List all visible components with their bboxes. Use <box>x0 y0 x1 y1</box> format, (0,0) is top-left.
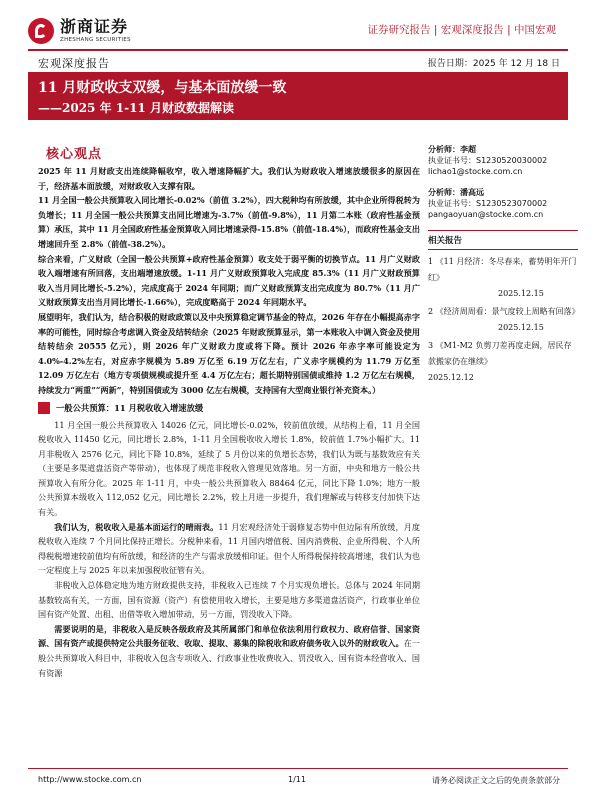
footer-website-link[interactable]: http://www.stocke.com.cn <box>38 775 142 784</box>
main-body <box>38 164 420 680</box>
body-text: 在一般公共预算收入科目中，非税收入包含专项收入、行政事业性收费收入、罚没收入、国有资本经营收入、国有资源 <box>38 638 420 678</box>
paragraph-outlook: 展望明年，我们认为，结合积极的财政政策以及中央预算稳定调节基金的特点，2026 年存在小幅提高赤字率的可能性，同时综合考虑调入资金及结转结余（2025 年财政预算显示，第一本账收入中调入资金及使用结转结余 20555 亿元），则 2026 年广义财政力度或将下降。预计 2026 年赤字率可能设定为 4.0%-4.2%左右，对应赤字规模为 5.89 万亿至 6.19 万亿左右，广义赤字规模约为 11.79 万亿至 12.09 万亿左右（地方专项债规模或提升至 4.4 万亿左右；超长期特别国债或维持 1.2 万亿左右规模，持续发力“两重”“两新”，特别国债或为 3000 亿左右规模，支持国有大型商业银行补充资本。） <box>38 311 420 395</box>
analyst-name: 分析师：李超 <box>428 145 476 154</box>
header-category: 证券研究报告 | 宏观深度报告 | 中国宏观 <box>367 24 556 36</box>
disclaimer-note: 请务必阅读正文之后的免责条款部分 <box>432 776 560 785</box>
section-heading <box>38 400 420 416</box>
paragraph-tax-revenue: 11 月全国一般公共预算收入 14026 亿元，同比增长-0.02%，较前值放缓，从结构上看，11 月全国税收收入 11450 亿元，同比增长 2.8%，1-11 月全国税收收入增长 1.8%，较前值 1.7%小幅扩大。11 月非税收入 2576 亿元，同比下降 10.8%，延续了 5 月份以来的负增长态势，我们认为既与基数效应有关（主要是多渠道盘活资产等带动），也体现了规范非税收入管理见效落地。另一方面，中央和地方一般公共预算收入有所分化。2025 年 1-11 月，中央一般公共预算收入 88464 亿元，同比下降 1.0%；地方一般公共预算本级收入 112,052 亿元，同比增长 2.2%，较上月进一步提升，我们理解或与转移支付加快下达有关。 <box>38 419 420 518</box>
report-type: 宏观深度报告 <box>38 57 110 70</box>
report-date: 报告日期：2025 年 12 月 18 日 <box>427 59 560 69</box>
sidebar <box>428 144 578 388</box>
related-report-title[interactable]: 2 《经济周周看：景气度较上周略有回落》 <box>428 307 580 316</box>
paragraph-general-budget: 11 月全国一般公共预算收入同比增长-0.02%（前值 3.2%），四大税种均有所放缓，其中企业所得税转为负增长；11 月全国一般公共预算支出同比增速为-3.7%（前值-9.8%），11 月第二本账（政府性基金预算）承压，其中 11 月全国政府性基金预算收入同比增速录得-15.8%（前值-18.4%），而政府性基金支出增速回升至 2.8%（前值-38.2%）。 <box>38 195 420 249</box>
analyst-license: 执业证书号：S1230520030002 <box>428 156 548 165</box>
company-logo <box>28 14 188 48</box>
paragraph-non-tax: 非税收入总体稳定地为地方财政提供支持，非税收入已连续 7 个月实现负增长。总体与 2024 年同期基数较高有关，一方面，国有资源（资产）有偿使用收入增长，主要是地方多渠道盘活资产，行政事业单位国有资产处置、出租、出借等收入增加带动，另一方面，罚没收入下降。 <box>38 580 420 620</box>
report-title: 11 月财政收支双缓，与基本面放缓一致 <box>38 80 287 96</box>
list-item[interactable] <box>428 338 578 386</box>
related-reports-heading: 相关报告 <box>428 230 578 250</box>
analyst-email[interactable]: lichao1@stocke.com.cn <box>428 167 523 176</box>
logo-text-en: ZHESHANG SECURITIES <box>60 36 131 43</box>
paragraph-broad-fiscal: 综合来看，广义财政（全国一般公共预算+政府性基金预算）收支处于弱平衡的切换节点。11 月广义财政收入端增速有所回落，支出端增速放缓。1-11 月广义财政预算收入完成度 85.3%（11 月广义财政预算收入当月同比增长-5.2%），完成度高于 2024 年同期；而广义财政预算支出完成度为 80.7%（11 月广义财政预算支出当月同比增长-1.66%），完成度略高于 2024 年同期水平。 <box>38 253 420 308</box>
logo-text-cn: 浙商证券 <box>60 16 129 36</box>
core-view-heading: 核心观点 <box>46 147 103 162</box>
analyst-card <box>428 187 578 220</box>
paragraph-non-tax-definition <box>38 622 420 680</box>
paragraph-summary: 2025 年 11 月财政支出连续降幅收窄，收入增速降幅扩大。我们认为财政收入增速放缓很多的原因在于，经济基本面放缓，对财政收入支撑有限。 <box>38 166 420 191</box>
analyst-license: 执业证书号：S1230523070002 <box>428 199 548 208</box>
related-report-title[interactable]: 3 《M1-M2 负剪刀差再度走阔，居民存款搬家仍在继续》 <box>428 341 572 366</box>
body-text: 11 月宏观经济处于弱修复态势中但边际有所放缓，月度税收收入连续 7 个月同比保持正增长。分税种来看，11 月国内增值税、国内消费税、企业所得税、个人所得税税增速较前值均有所放缓，和经济的生产与需求放缓相印证。但个人所得税保持较高增速，我们认为也一定程度上与 2025 年以来加强税收征管有关。 <box>38 521 420 576</box>
page-number: 1/11 <box>288 775 306 784</box>
paragraph-tax-barometer <box>38 520 420 578</box>
analyst-card <box>428 144 578 177</box>
section-marker-icon <box>38 402 50 414</box>
section-title: 一般公共预算：11 月税收收入增速放缓 <box>56 402 204 413</box>
emphasis-text: 我们认为，税收收入是基本面运行的晴雨表。 <box>54 521 219 532</box>
related-report-title[interactable]: 1 《11 月经济：冬尽春来，蓄势明年开门红》 <box>428 257 577 282</box>
analyst-email[interactable]: pangaoyuan@stocke.com.cn <box>428 210 544 219</box>
related-report-date: 2025.12.15 <box>498 323 544 332</box>
list-item[interactable] <box>428 254 578 302</box>
emphasis-text: 需要说明的是，非税收入是反映各级政府及其所属部门和单位依法利用行政权力、政府信誉、国家资源、国有资产或提供特定公共服务征收、收取、提取、募集的除税收和政府债务收入以外的财政收入。 <box>38 623 420 649</box>
report-subtitle: ——2025 年 1-11 月财政数据解读 <box>38 101 234 115</box>
related-report-date: 2025.12.12 <box>428 373 474 382</box>
list-item[interactable] <box>428 304 578 336</box>
footer-divider <box>28 768 568 769</box>
related-reports-list <box>428 254 578 386</box>
header-divider <box>28 49 568 51</box>
logo-icon <box>28 18 54 44</box>
analyst-name: 分析师：潘高远 <box>428 188 484 197</box>
related-report-date: 2025.12.15 <box>498 289 544 298</box>
